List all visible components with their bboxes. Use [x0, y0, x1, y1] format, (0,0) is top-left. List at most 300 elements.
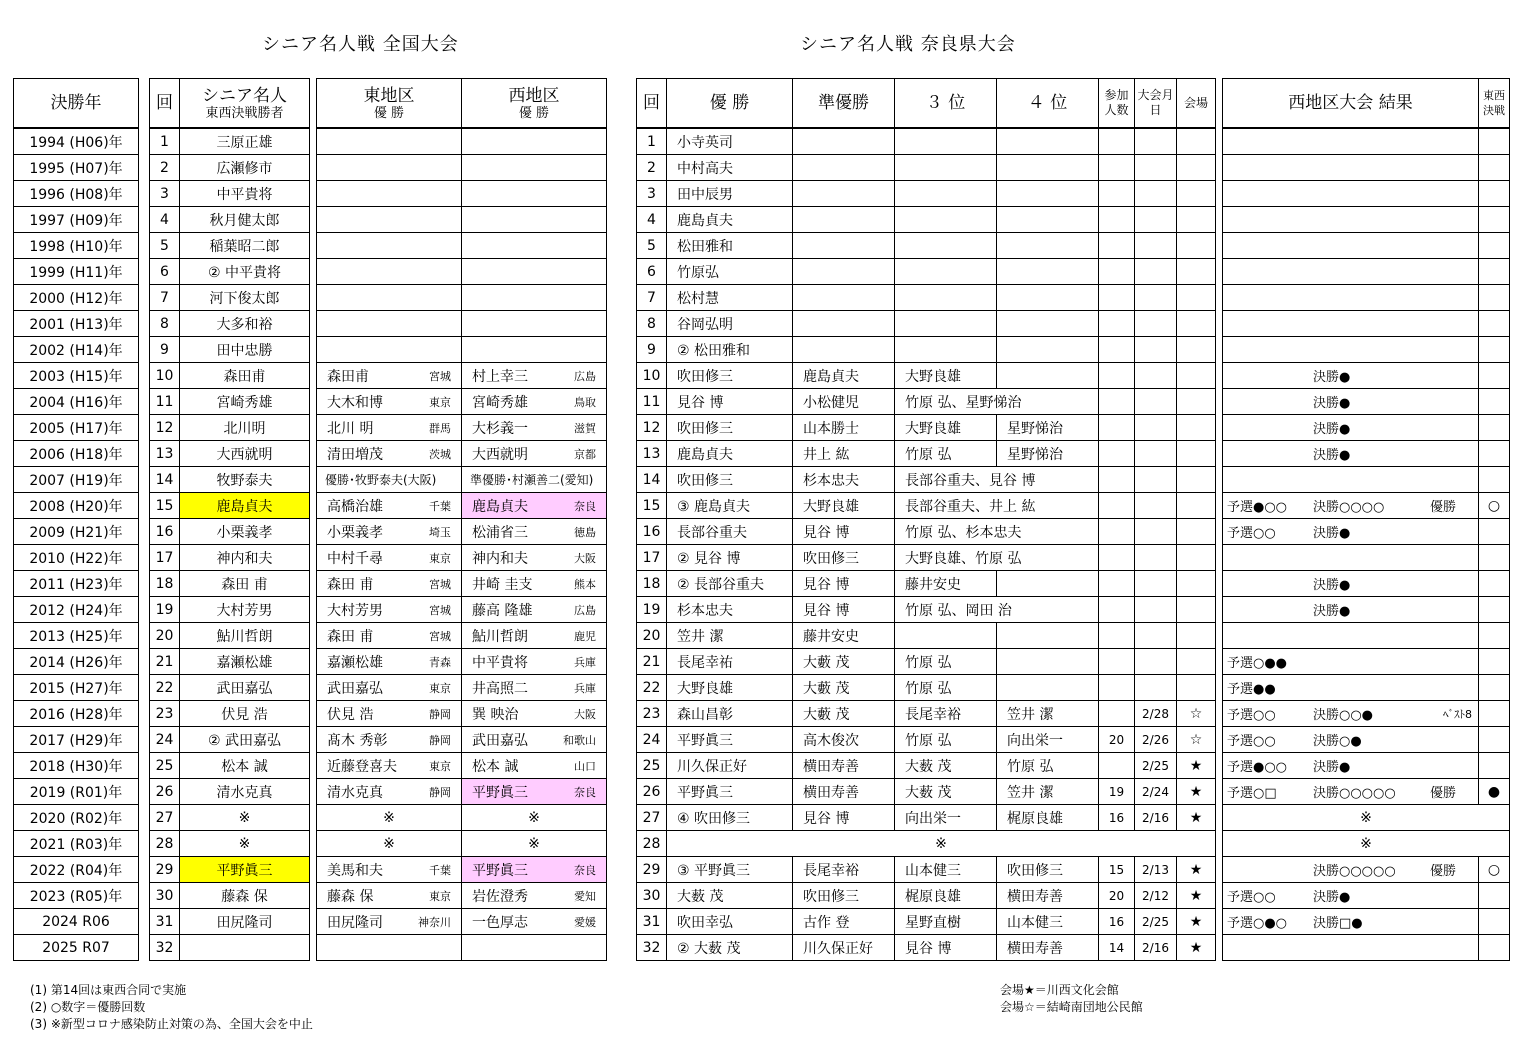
- winner-cell: 中村高夫: [667, 155, 793, 181]
- table-row: [150, 441, 310, 467]
- west-prefecture: 徳島: [574, 525, 596, 539]
- master-cell: 嘉瀬松雄: [180, 649, 310, 675]
- east-name: 森田 甫: [327, 576, 374, 593]
- final-result: 決勝○●: [1313, 734, 1362, 749]
- west-name: 宮崎秀雄: [472, 394, 528, 411]
- table-row: [317, 389, 607, 415]
- west-result: [1223, 935, 1478, 960]
- table-row: [14, 128, 139, 155]
- year-cell: 2012 (H24)年: [14, 597, 139, 623]
- year-cell: 2023 (R05)年: [14, 883, 139, 909]
- round-cell: 10: [637, 363, 667, 389]
- venue-cell: [1177, 389, 1216, 415]
- runner-up-cell: 見谷 博: [793, 571, 895, 597]
- west-name: 井高照二: [472, 680, 528, 697]
- west-result: [1223, 883, 1478, 908]
- west-result-cell: [1223, 441, 1479, 467]
- runner-up-cell: 見谷 博: [793, 805, 895, 831]
- west-result-cell: [1223, 363, 1479, 389]
- participants-cell: [1099, 441, 1135, 467]
- round-cell: 23: [637, 701, 667, 727]
- round-cell: 32: [637, 935, 667, 961]
- third-cell: 藤井安史: [895, 571, 997, 597]
- final-result: 決勝○○○○○: [1313, 786, 1396, 801]
- header-winner: 優 勝: [667, 79, 793, 129]
- preliminary-result: 予選○○: [1227, 734, 1276, 749]
- table-row: [637, 207, 1216, 233]
- east-prefecture: 千葉: [429, 499, 451, 513]
- round-cell: 22: [637, 675, 667, 701]
- round-cell: 31: [150, 909, 180, 935]
- west-result: [1223, 259, 1478, 284]
- round-cell: 29: [150, 857, 180, 883]
- round-cell: 11: [637, 389, 667, 415]
- table-row: [14, 519, 139, 545]
- round-cell: 9: [150, 337, 180, 363]
- venue-cell: [1177, 675, 1216, 701]
- east-prefecture: 東京: [429, 759, 451, 773]
- round-cell: 13: [637, 441, 667, 467]
- table-row: [637, 389, 1216, 415]
- master-cell: 伏見 浩: [180, 701, 310, 727]
- west-result: [1223, 155, 1478, 180]
- year-cell: 2015 (H27)年: [14, 675, 139, 701]
- table-row: [637, 285, 1216, 311]
- west-result-cell: [1223, 337, 1479, 363]
- east-winner-cell: [317, 597, 462, 623]
- west-winner-cell: [462, 597, 607, 623]
- year-cell: 1997 (H09)年: [14, 207, 139, 233]
- runner-up-cell: 小松健児: [793, 389, 895, 415]
- master-cell: ② 中平貴将: [180, 259, 310, 285]
- runner-up-cell: [793, 311, 895, 337]
- date-cell: 2/13: [1135, 857, 1177, 883]
- east-winner-cell: [317, 675, 462, 701]
- east-winner-cell: [317, 779, 462, 805]
- participants-cell: [1099, 128, 1135, 155]
- round-cell: 16: [637, 519, 667, 545]
- west-result: [1223, 857, 1478, 882]
- west-winner-cell: [462, 233, 607, 259]
- winner-cell: 松田雅和: [667, 233, 793, 259]
- final-result: 決勝○○○○: [1313, 500, 1385, 515]
- round-cell: 4: [150, 207, 180, 233]
- west-winner: [462, 730, 606, 750]
- venue-cell: [1177, 571, 1216, 597]
- west-winner-cell: [462, 311, 607, 337]
- result-note: 優勝: [1429, 786, 1456, 801]
- table-row: [317, 935, 607, 961]
- round-cell: 30: [637, 883, 667, 909]
- east-name: 嘉瀬松雄: [327, 654, 383, 671]
- winner-cell: 吹田修三: [667, 415, 793, 441]
- table-row: [637, 128, 1216, 155]
- west-name: 鮎川哲朗: [472, 628, 528, 645]
- participants-cell: [1099, 545, 1135, 571]
- table-row: [14, 389, 139, 415]
- winner-cell: ③ 鹿島貞夫: [667, 493, 793, 519]
- east-winner: [317, 444, 461, 464]
- table-row: [150, 727, 310, 753]
- table-row: [1223, 337, 1510, 363]
- east-winner: [317, 652, 461, 672]
- fourth-cell: [997, 363, 1099, 389]
- result-note: ﾍﾞｽﾄ8: [1443, 707, 1472, 721]
- master-cell: 大村芳男: [180, 597, 310, 623]
- east-prefecture: 東京: [429, 395, 451, 409]
- west-winner-cell: [462, 155, 607, 181]
- east-prefecture: 静岡: [429, 733, 451, 747]
- fourth-cell: 竹原 弘: [997, 753, 1099, 779]
- table-row: [317, 128, 607, 155]
- master-cell: 大西就明: [180, 441, 310, 467]
- date-cell: 2/16: [1135, 805, 1177, 831]
- year-cell: 2022 (R04)年: [14, 857, 139, 883]
- east-winner: [317, 756, 461, 776]
- east-west-cell: [1479, 181, 1510, 207]
- third-cell: [895, 337, 997, 363]
- west-prefecture: 和歌山: [563, 733, 596, 747]
- west-result-cell: [1223, 467, 1479, 493]
- west-winner-cell: [462, 675, 607, 701]
- third-cell: 梶原良雄: [895, 883, 997, 909]
- west-result-cell: [1223, 311, 1479, 337]
- east-winner: [317, 418, 461, 438]
- table-row: [14, 285, 139, 311]
- table-row: [14, 467, 139, 493]
- west-name: 神内和夫: [472, 550, 528, 567]
- third-cell: 大野良雄、竹原 弘: [895, 545, 1099, 571]
- round-cell: 11: [150, 389, 180, 415]
- third-cell: [895, 311, 997, 337]
- west-name: 大杉義一: [472, 420, 528, 437]
- date-cell: [1135, 675, 1177, 701]
- venue-cell: ★: [1177, 883, 1216, 909]
- east-winner: [317, 366, 461, 386]
- table-row: [637, 701, 1216, 727]
- table-row: [637, 675, 1216, 701]
- west-result: [1223, 753, 1478, 778]
- master-cell: ※: [180, 805, 310, 831]
- fourth-cell: [997, 571, 1099, 597]
- round-cell: 13: [150, 441, 180, 467]
- east-winner-cell: [317, 389, 462, 415]
- west-winner-cell: [462, 285, 607, 311]
- west-prefecture: 広島: [574, 603, 596, 617]
- round-cell: 26: [150, 779, 180, 805]
- participants-cell: [1099, 675, 1135, 701]
- table-row: [1223, 649, 1510, 675]
- table-row: [317, 467, 607, 493]
- table-row: [1223, 545, 1510, 571]
- round-cell: 24: [150, 727, 180, 753]
- preliminary-result: 予選○○: [1227, 890, 1276, 905]
- round-cell: 12: [637, 415, 667, 441]
- participants-cell: [1099, 389, 1135, 415]
- date-cell: 2/26: [1135, 727, 1177, 753]
- east-name: 髙木 秀彰: [327, 732, 388, 749]
- table-row: [150, 805, 310, 831]
- east-winner: [317, 522, 461, 542]
- third-cell: [895, 259, 997, 285]
- third-cell: 向出栄一: [895, 805, 997, 831]
- west-result: [1223, 467, 1478, 492]
- third-cell: [895, 233, 997, 259]
- east-west-cell: [1479, 259, 1510, 285]
- fourth-cell: 横田寿善: [997, 935, 1099, 961]
- venue-cell: [1177, 128, 1216, 155]
- east-winner-cell: [317, 363, 462, 389]
- participants-cell: 20: [1099, 727, 1135, 753]
- table-row: [14, 415, 139, 441]
- year-cell: 2025 R07: [14, 935, 139, 961]
- east-west-cell: [1479, 649, 1510, 675]
- west-winner: [462, 912, 606, 932]
- table-row: [637, 259, 1216, 285]
- date-cell: [1135, 259, 1177, 285]
- fourth-cell: 笠井 潔: [997, 701, 1099, 727]
- east-name: 大村芳男: [327, 602, 383, 619]
- header-west-result: 西地区大会 結果: [1223, 79, 1479, 129]
- venue-cell: ☆: [1177, 727, 1216, 753]
- west-result: [1223, 909, 1478, 934]
- round-cell: 32: [150, 935, 180, 961]
- west-name: 松本 誠: [472, 758, 519, 775]
- east-prefecture: 宮城: [429, 603, 451, 617]
- table-row: [637, 883, 1216, 909]
- year-cell: 2003 (H15)年: [14, 363, 139, 389]
- table-row: [1223, 701, 1510, 727]
- runner-up-cell: 川久保正好: [793, 935, 895, 961]
- east-winner-cell: [317, 128, 462, 155]
- table-row: [14, 311, 139, 337]
- west-winner: [462, 626, 606, 646]
- venue-cell: [1177, 311, 1216, 337]
- east-prefecture: 宮城: [429, 629, 451, 643]
- table-row: [150, 337, 310, 363]
- date-cell: [1135, 233, 1177, 259]
- east-winner-cell: [317, 311, 462, 337]
- final-result: 決勝●: [1313, 760, 1351, 775]
- fourth-cell: 向出栄一: [997, 727, 1099, 753]
- west-winner-cell: [462, 259, 607, 285]
- runner-up-cell: 大藪 茂: [793, 701, 895, 727]
- east-prefecture: 宮城: [429, 577, 451, 591]
- winner-cell: 吹田幸弘: [667, 909, 793, 935]
- round-cell: 20: [637, 623, 667, 649]
- table-row: [317, 623, 607, 649]
- table-row: [1223, 155, 1510, 181]
- west-winner-cell: [462, 857, 607, 883]
- west-result-cell: [1223, 649, 1479, 675]
- west-name: 松浦省三: [472, 524, 528, 541]
- fourth-cell: [997, 285, 1099, 311]
- east-winner: [317, 782, 461, 802]
- participants-cell: [1099, 181, 1135, 207]
- round-cell: 4: [637, 207, 667, 233]
- preliminary-result: 予選○○: [1227, 526, 1276, 541]
- round-cell: 27: [637, 805, 667, 831]
- west-result-cell: [1223, 128, 1479, 155]
- final-result: 決勝□●: [1313, 916, 1363, 931]
- preliminary-result: 予選○●●: [1227, 656, 1288, 671]
- fourth-cell: [997, 233, 1099, 259]
- table-row: [150, 909, 310, 935]
- table-row: [1223, 571, 1510, 597]
- east-west-cell: [1479, 545, 1510, 571]
- participants-cell: [1099, 493, 1135, 519]
- participants-cell: [1099, 337, 1135, 363]
- round-cell: 5: [150, 233, 180, 259]
- date-cell: [1135, 155, 1177, 181]
- table-row: [317, 519, 607, 545]
- header-runner-up: 準優勝: [793, 79, 895, 129]
- table-row: [150, 128, 310, 155]
- date-cell: [1135, 571, 1177, 597]
- west-winner-cell: [462, 701, 607, 727]
- year-cell: 1999 (H11)年: [14, 259, 139, 285]
- runner-up-cell: [793, 337, 895, 363]
- east-winner: [317, 626, 461, 646]
- west-name: 中平貴将: [472, 654, 528, 671]
- round-cell: 15: [637, 493, 667, 519]
- preliminary-result: 予選○□: [1227, 786, 1277, 801]
- participants-cell: [1099, 285, 1135, 311]
- date-cell: [1135, 337, 1177, 363]
- east-winner: [317, 392, 461, 412]
- west-prefecture: 京都: [574, 447, 596, 461]
- third-cell: 竹原 弘、星野悌治: [895, 389, 1099, 415]
- third-cell: [895, 181, 997, 207]
- east-west-cell: [1479, 753, 1510, 779]
- east-winner-cell: [317, 883, 462, 909]
- participants-cell: [1099, 519, 1135, 545]
- third-cell: 山本健三: [895, 857, 997, 883]
- fourth-cell: [997, 155, 1099, 181]
- east-name: 武田嘉弘: [327, 680, 383, 697]
- west-name: 鹿島貞夫: [472, 498, 528, 515]
- header-nara-round: 回: [637, 79, 667, 129]
- header-year: 決勝年: [14, 79, 139, 129]
- west-result-cell: [1223, 623, 1479, 649]
- table-row: [150, 311, 310, 337]
- date-cell: [1135, 181, 1177, 207]
- table-row: [150, 857, 310, 883]
- table-row: [14, 831, 139, 857]
- winner-cell: ② 見谷 博: [667, 545, 793, 571]
- master-cell: 宮崎秀雄: [180, 389, 310, 415]
- table-row: [150, 649, 310, 675]
- west-winner: [462, 756, 606, 776]
- west-result-table: [1222, 78, 1510, 961]
- winner-cell: 吹田修三: [667, 467, 793, 493]
- table-row: [317, 701, 607, 727]
- west-winner: [462, 392, 606, 412]
- third-cell: 長尾幸裕: [895, 701, 997, 727]
- runner-up-cell: [793, 233, 895, 259]
- fourth-cell: 星野悌治: [997, 415, 1099, 441]
- west-prefecture: 熊本: [574, 577, 596, 591]
- west-result-cell: [1223, 415, 1479, 441]
- table-row: [317, 857, 607, 883]
- west-winner-cell: [462, 649, 607, 675]
- west-result-cell: [1223, 675, 1479, 701]
- east-name: 森田甫: [327, 368, 369, 385]
- table-row: [14, 623, 139, 649]
- master-cell: 大多和裕: [180, 311, 310, 337]
- west-prefecture: 奈良: [574, 499, 596, 513]
- participants-cell: [1099, 363, 1135, 389]
- table-row: [1223, 597, 1510, 623]
- round-cell: 9: [637, 337, 667, 363]
- date-cell: [1135, 207, 1177, 233]
- winner-cell: 笠井 潔: [667, 623, 793, 649]
- east-west-cell: [1479, 311, 1510, 337]
- fourth-cell: [997, 311, 1099, 337]
- runner-up-cell: 大藪 茂: [793, 675, 895, 701]
- master-cell: 秋月健太郎: [180, 207, 310, 233]
- winner-cell: 平野眞三: [667, 727, 793, 753]
- table-row: [1223, 727, 1510, 753]
- preliminary-result: 予選●○○: [1227, 500, 1288, 515]
- master-cell: 神内和夫: [180, 545, 310, 571]
- master-cell: 清水克真: [180, 779, 310, 805]
- east-winner: [317, 496, 461, 516]
- winner-cell: ② 長部谷重夫: [667, 571, 793, 597]
- winner-cell: 吹田修三: [667, 363, 793, 389]
- table-row: [150, 259, 310, 285]
- table-row: [1223, 181, 1510, 207]
- venue-cell: [1177, 337, 1216, 363]
- table-row: [317, 155, 607, 181]
- table-row: [637, 805, 1216, 831]
- east-prefecture: 東京: [429, 551, 451, 565]
- west-winner-cell: ※: [462, 831, 607, 857]
- header-east: 東地区 優 勝: [317, 79, 462, 129]
- round-cell: 14: [637, 467, 667, 493]
- cancelled-cell: ※: [667, 831, 1216, 857]
- footnote: (3) ※新型コロナ感染防止対策の為、全国大会を中止: [30, 1017, 313, 1031]
- venue-cell: [1177, 623, 1216, 649]
- year-cell: 2006 (H18)年: [14, 441, 139, 467]
- west-winner: [462, 418, 606, 438]
- west-winner-cell: [462, 128, 607, 155]
- date-cell: 2/24: [1135, 779, 1177, 805]
- table-row: [637, 311, 1216, 337]
- table-row: [150, 831, 310, 857]
- year-cell: 2004 (H16)年: [14, 389, 139, 415]
- east-winner: [317, 886, 461, 906]
- table-row: [637, 935, 1216, 961]
- east-west-cell: [1479, 467, 1510, 493]
- footnotes: [30, 982, 313, 1033]
- east-winner-cell: [317, 441, 462, 467]
- table-row: [14, 805, 139, 831]
- west-name: 井崎 圭支: [472, 576, 533, 593]
- table-row: [637, 571, 1216, 597]
- west-result: [1223, 389, 1478, 414]
- winner-cell: 平野眞三: [667, 779, 793, 805]
- west-winner-cell: [462, 493, 607, 519]
- runner-up-cell: 吹田修三: [793, 883, 895, 909]
- east-winner: [317, 860, 461, 880]
- runner-up-cell: 山本勝士: [793, 415, 895, 441]
- table-row: [317, 545, 607, 571]
- west-result-cell: [1223, 753, 1479, 779]
- date-cell: [1135, 128, 1177, 155]
- master-cell: 平野眞三: [180, 857, 310, 883]
- table-row: [14, 753, 139, 779]
